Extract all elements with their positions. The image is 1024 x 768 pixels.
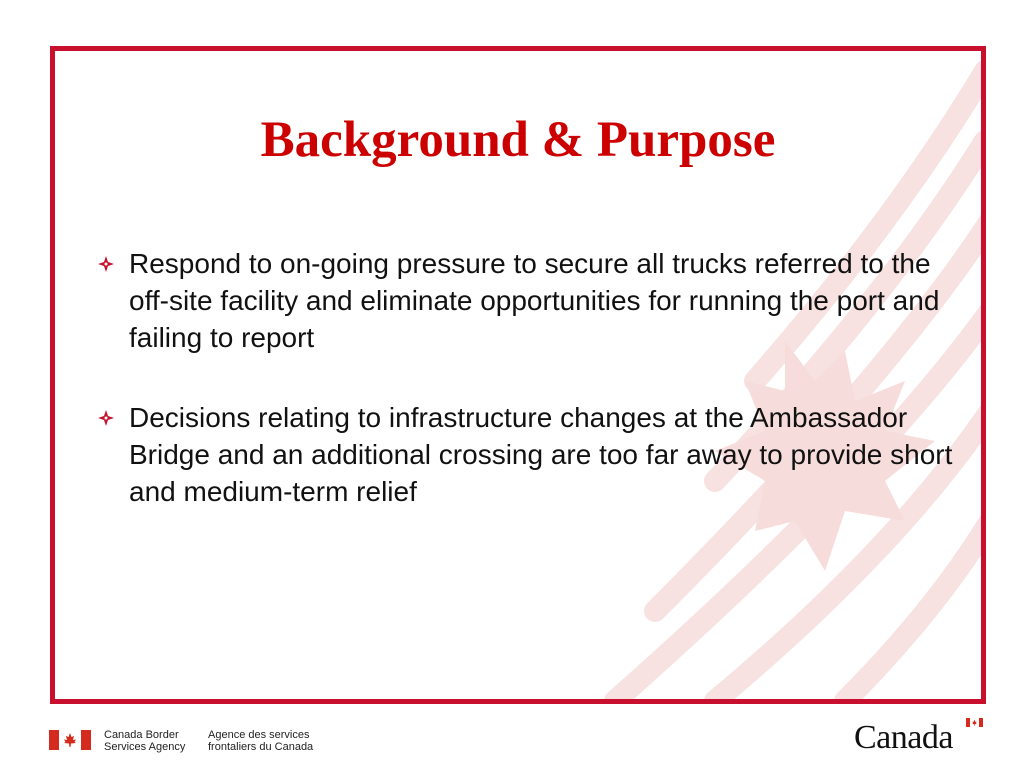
canada-wordmark: Canada bbox=[854, 719, 953, 756]
slide-title: Background & Purpose bbox=[260, 112, 776, 168]
bullet-item bbox=[95, 245, 955, 356]
diamond-bullet-icon bbox=[97, 409, 115, 427]
agency-fr-line-2: frontaliers du Canada bbox=[208, 741, 314, 753]
footer bbox=[0, 705, 1024, 768]
agency-en-line-2: Services Agency bbox=[104, 741, 186, 753]
diamond-bullet-icon bbox=[97, 255, 115, 273]
bullet-list bbox=[95, 245, 955, 553]
bullet-text: Respond to on-going pressure to secure all trucks referred to the off-site facility and eliminate opportunities for running the port and failing to report bbox=[129, 248, 940, 353]
agency-fr-line-1: Agence des services bbox=[208, 729, 310, 741]
bullet-text: Decisions relating to infrastructure changes at the Ambassador Bridge and an additional crossing are too far away to provide short and medium-term relief bbox=[129, 402, 953, 507]
agency-name-french bbox=[208, 729, 313, 753]
wordmark-flag-icon bbox=[966, 718, 983, 727]
bullet-item bbox=[95, 399, 955, 510]
slide-frame bbox=[50, 46, 986, 704]
agency-en-line-1: Canada Border bbox=[104, 729, 179, 741]
canada-flag-icon bbox=[49, 730, 91, 750]
agency-name-english bbox=[104, 729, 185, 753]
